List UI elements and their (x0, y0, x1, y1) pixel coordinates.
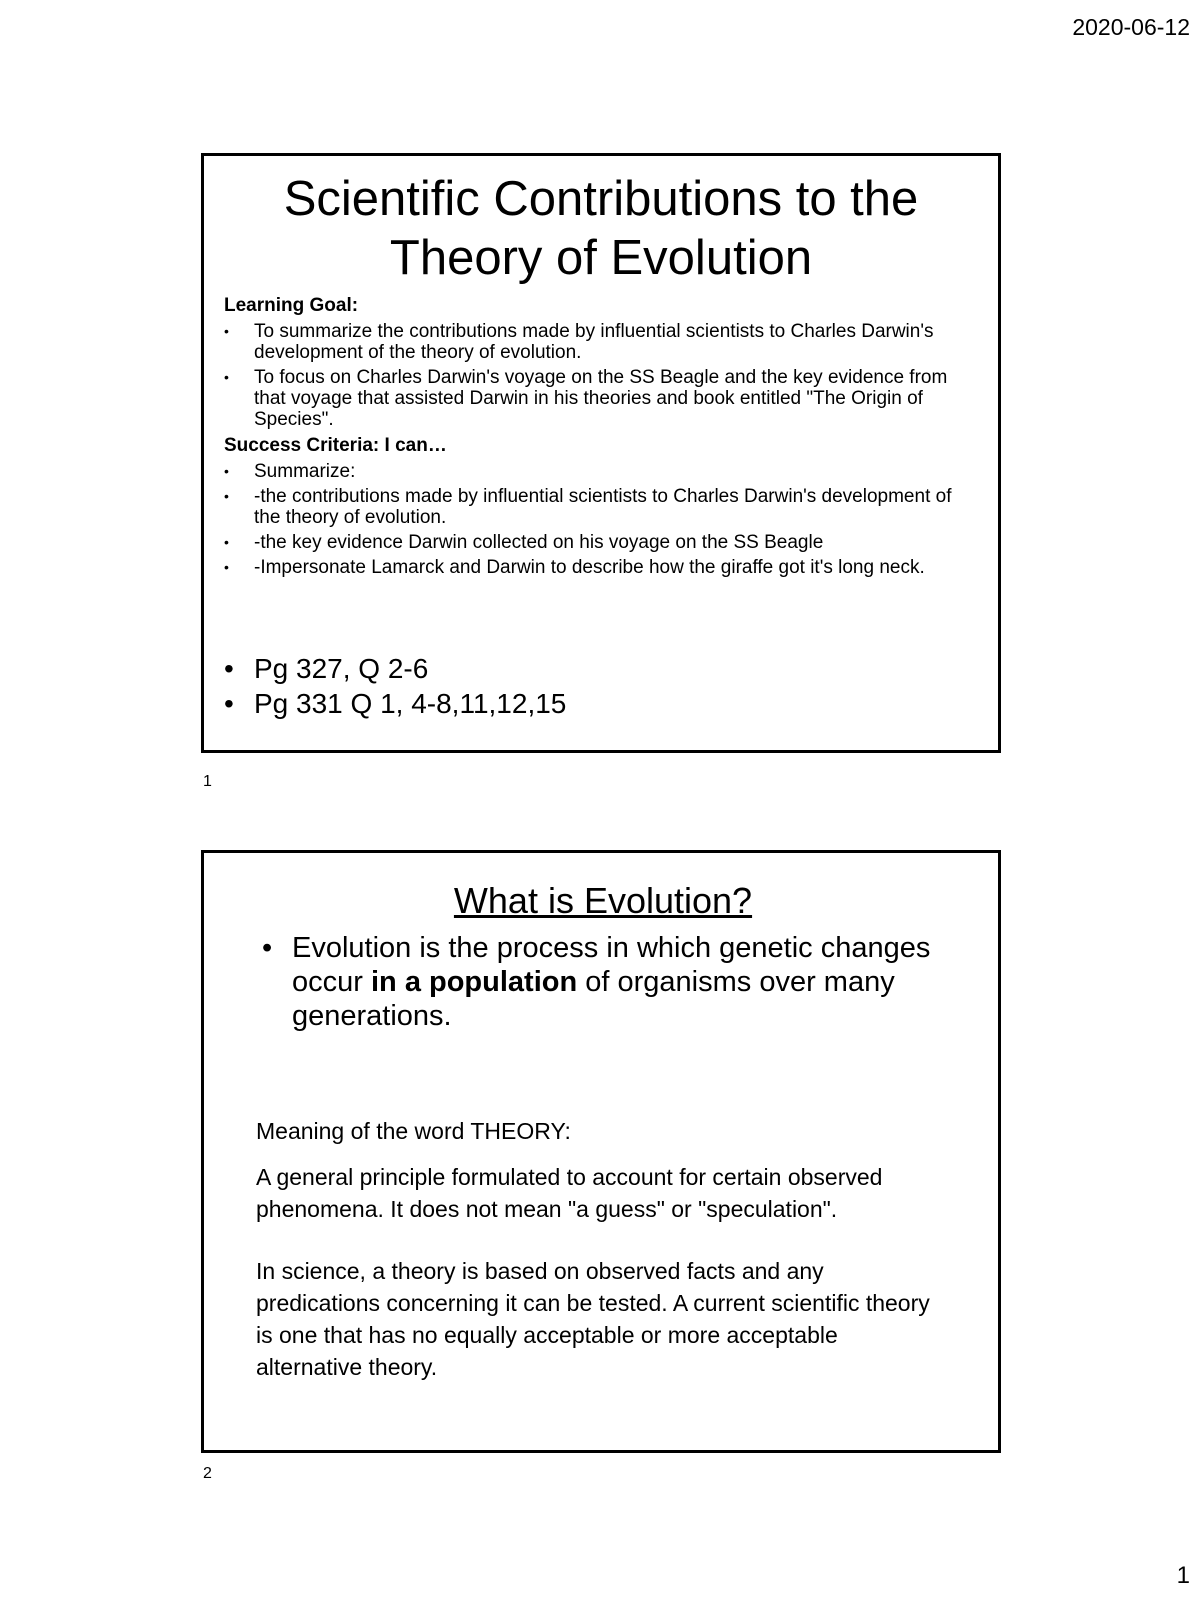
success-criteria-heading: Success Criteria: I can… (224, 435, 447, 456)
slide-1-number: 1 (203, 773, 212, 790)
success-criteria-item: • Summarize: (224, 461, 978, 482)
learning-goal-item: • To summarize the contributions made by influential scientists to Charles Darwin's development of the theory of evolution. (224, 321, 978, 363)
learning-goal-heading: Learning Goal: (224, 295, 359, 316)
page-date: 2020-06-12 (1072, 14, 1190, 40)
bullet-text-part-2: of organisms over many generations. (292, 966, 895, 1032)
success-criteria-list (224, 461, 978, 578)
theory-subheading: Meaning of the word THEORY: (256, 1118, 571, 1144)
success-criteria-item: • -Impersonate Lamarck and Darwin to describe how the giraffe got it's long neck. (224, 557, 978, 578)
slide-2-title: What is Evolution? (453, 880, 753, 921)
theory-definition: A general principle formulated to account for certain observed phenomena. It does not mean "a guess" or "speculation". (256, 1164, 883, 1222)
slide-1-title-line-2: Theory of Evolution (389, 231, 813, 285)
homework-item: • Pg 331 Q 1, 4-8,11,12,15 (224, 686, 978, 721)
page-number: 1 (1176, 1562, 1190, 1589)
slide-1-title-line-1: Scientific Contributions to the (283, 172, 919, 226)
slide-1-title (224, 170, 978, 288)
success-criteria-item: • -the contributions made by influential scientists to Charles Darwin's development of the theory of evolution. (224, 486, 978, 528)
learning-goal-item: • To focus on Charles Darwin's voyage on the SS Beagle and the key evidence from that voyage that assisted Darwin in his theories and book entitled "The Origin of Species". (224, 367, 978, 430)
slide-1 (201, 153, 1001, 753)
theory-explanation: In science, a theory is based on observed facts and any predications concerning it can be tested. A current scientific theory is one that has no equally acceptable or more acceptable alternative theory. (256, 1258, 930, 1380)
learning-goal-list (224, 321, 978, 430)
success-criteria-item: • -the key evidence Darwin collected on his voyage on the SS Beagle (224, 532, 978, 553)
evolution-definition-bullet (256, 931, 950, 1033)
bullet-text-bold: in a population (370, 966, 578, 998)
homework-item: • Pg 327, Q 2-6 (224, 651, 978, 686)
bullet-text-part-1: Evolution is the process in which genetic changes occur (292, 932, 931, 998)
slide-2-number: 2 (203, 1465, 212, 1482)
slide-2 (201, 850, 1001, 1453)
bullet-dot: • (262, 932, 273, 964)
homework-list (224, 651, 978, 721)
